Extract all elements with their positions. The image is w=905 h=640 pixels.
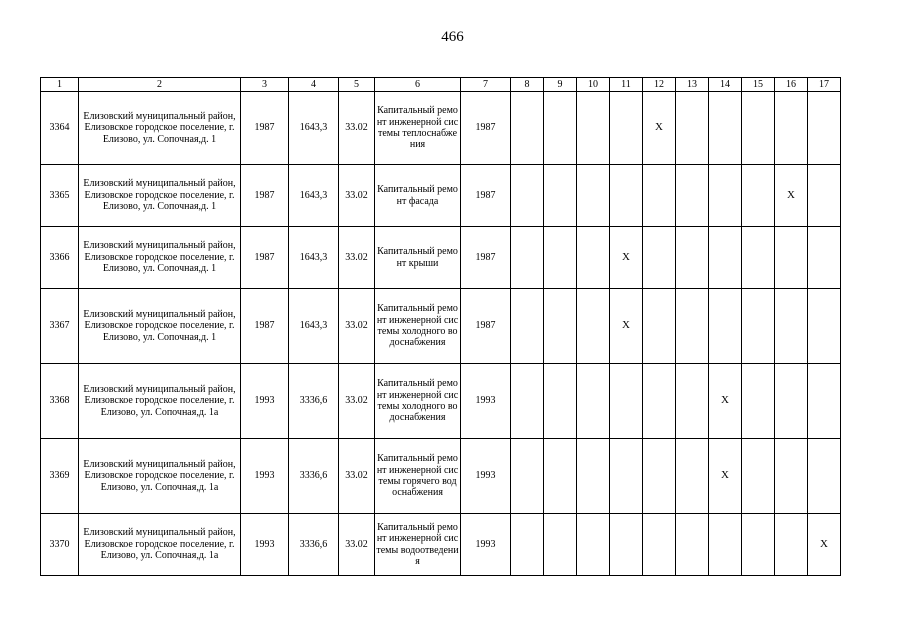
mark-cell-col-17: [808, 439, 841, 514]
year-cell: 1987: [241, 165, 289, 227]
row-id: 3368: [41, 364, 79, 439]
code-cell: 33.02: [339, 289, 375, 364]
column-header-2: 2: [79, 78, 241, 92]
area-cell: 3336,6: [289, 514, 339, 576]
column-header-7: 7: [461, 78, 511, 92]
year-cell: 1993: [241, 514, 289, 576]
table-row: [41, 227, 841, 289]
mark-cell-col-11: [610, 92, 643, 165]
mark-cell-col-16: [775, 227, 808, 289]
column-header-13: 13: [676, 78, 709, 92]
row-id: 3364: [41, 92, 79, 165]
area-cell: 1643,3: [289, 92, 339, 165]
mark-cell-col-10: [577, 364, 610, 439]
column-header-3: 3: [241, 78, 289, 92]
address-cell: Елизовский муниципальный район, Елизовское городское поселение, г. Елизово, ул. Сопочная,д. 1а: [79, 364, 241, 439]
mark-cell-col-15: [742, 364, 775, 439]
table-body: [41, 92, 841, 576]
work-type-cell: Капитальный ремонт крыши: [375, 227, 461, 289]
mark-cell-col-13: [676, 514, 709, 576]
mark-cell-col-8: [511, 227, 544, 289]
mark-cell-col-16: [775, 439, 808, 514]
column-header-11: 11: [610, 78, 643, 92]
mark-cell-col-9: [544, 92, 577, 165]
code-cell: 33.02: [339, 364, 375, 439]
start-year-cell: 1987: [461, 289, 511, 364]
mark-cell-col-12: [643, 227, 676, 289]
mark-cell-col-9: [544, 289, 577, 364]
mark-cell-col-11: [610, 439, 643, 514]
code-cell: 33.02: [339, 439, 375, 514]
mark-cell-col-17: [808, 227, 841, 289]
column-header-6: 6: [375, 78, 461, 92]
column-header-1: 1: [41, 78, 79, 92]
mark-cell-col-12: [643, 364, 676, 439]
start-year-cell: 1993: [461, 514, 511, 576]
table-header: [41, 78, 841, 92]
table-row: [41, 364, 841, 439]
work-type-cell: Капитальный ремонт инженерной системы теплоснабжения: [375, 92, 461, 165]
page-number: 466: [441, 29, 464, 45]
start-year-cell: 1993: [461, 364, 511, 439]
code-cell: 33.02: [339, 514, 375, 576]
mark-cell-col-13: [676, 289, 709, 364]
code-cell: 33.02: [339, 165, 375, 227]
mark-cell-col-10: [577, 514, 610, 576]
mark-cell-col-14: [709, 165, 742, 227]
mark-cell-col-17: [808, 92, 841, 165]
mark-cell-col-12: [643, 289, 676, 364]
mark-cell-col-10: [577, 439, 610, 514]
start-year-cell: 1987: [461, 227, 511, 289]
table-row: [41, 439, 841, 514]
address-cell: Елизовский муниципальный район, Елизовское городское поселение, г. Елизово, ул. Сопочная,д. 1: [79, 289, 241, 364]
column-header-8: 8: [511, 78, 544, 92]
table-row: [41, 514, 841, 576]
mark-cell-col-12: [643, 514, 676, 576]
mark-cell-col-8: [511, 514, 544, 576]
mark-cell-col-13: [676, 92, 709, 165]
mark-cell-col-16: [775, 364, 808, 439]
mark-cell-col-10: [577, 289, 610, 364]
year-cell: 1987: [241, 227, 289, 289]
mark-cell-col-17: X: [808, 514, 841, 576]
row-id: 3367: [41, 289, 79, 364]
mark-cell-col-8: [511, 92, 544, 165]
mark-cell-col-11: [610, 364, 643, 439]
mark-cell-col-15: [742, 92, 775, 165]
mark-cell-col-9: [544, 227, 577, 289]
start-year-cell: 1993: [461, 439, 511, 514]
mark-cell-col-8: [511, 165, 544, 227]
area-cell: 3336,6: [289, 439, 339, 514]
row-id: 3365: [41, 165, 79, 227]
mark-cell-col-13: [676, 227, 709, 289]
row-id: 3366: [41, 227, 79, 289]
mark-cell-col-14: [709, 92, 742, 165]
mark-cell-col-17: [808, 165, 841, 227]
mark-cell-col-15: [742, 227, 775, 289]
mark-cell-col-15: [742, 289, 775, 364]
mark-cell-col-16: [775, 289, 808, 364]
column-header-9: 9: [544, 78, 577, 92]
column-header-17: 17: [808, 78, 841, 92]
mark-cell-col-12: X: [643, 92, 676, 165]
mark-cell-col-13: [676, 439, 709, 514]
mark-cell-col-10: [577, 165, 610, 227]
start-year-cell: 1987: [461, 165, 511, 227]
area-cell: 1643,3: [289, 289, 339, 364]
column-header-10: 10: [577, 78, 610, 92]
mark-cell-col-9: [544, 439, 577, 514]
area-cell: 1643,3: [289, 227, 339, 289]
mark-cell-col-14: [709, 289, 742, 364]
address-cell: Елизовский муниципальный район, Елизовское городское поселение, г. Елизово, ул. Сопочная,д. 1: [79, 92, 241, 165]
mark-cell-col-13: [676, 165, 709, 227]
mark-cell-col-9: [544, 364, 577, 439]
year-cell: 1987: [241, 289, 289, 364]
column-header-14: 14: [709, 78, 742, 92]
work-type-cell: Капитальный ремонт инженерной системы холодного водоснабжения: [375, 289, 461, 364]
mark-cell-col-10: [577, 227, 610, 289]
address-cell: Елизовский муниципальный район, Елизовское городское поселение, г. Елизово, ул. Сопочная,д. 1: [79, 165, 241, 227]
address-cell: Елизовский муниципальный район, Елизовское городское поселение, г. Елизово, ул. Сопочная,д. 1а: [79, 514, 241, 576]
mark-cell-col-9: [544, 165, 577, 227]
mark-cell-col-14: [709, 514, 742, 576]
mark-cell-col-11: [610, 514, 643, 576]
column-header-5: 5: [339, 78, 375, 92]
capital-repair-table: [40, 77, 841, 576]
code-cell: 33.02: [339, 227, 375, 289]
table-row: [41, 92, 841, 165]
work-type-cell: Капитальный ремонт инженерной системы холодного водоснабжения: [375, 364, 461, 439]
table-row: [41, 165, 841, 227]
mark-cell-col-12: [643, 439, 676, 514]
mark-cell-col-15: [742, 439, 775, 514]
code-cell: 33.02: [339, 92, 375, 165]
work-type-cell: Капитальный ремонт инженерной системы водоотведения: [375, 514, 461, 576]
column-header-16: 16: [775, 78, 808, 92]
mark-cell-col-15: [742, 165, 775, 227]
mark-cell-col-11: [610, 165, 643, 227]
work-type-cell: Капитальный ремонт фасада: [375, 165, 461, 227]
area-cell: 1643,3: [289, 165, 339, 227]
address-cell: Елизовский муниципальный район, Елизовское городское поселение, г. Елизово, ул. Сопочная,д. 1: [79, 227, 241, 289]
mark-cell-col-14: X: [709, 439, 742, 514]
mark-cell-col-14: X: [709, 364, 742, 439]
mark-cell-col-8: [511, 289, 544, 364]
area-cell: 3336,6: [289, 364, 339, 439]
mark-cell-col-9: [544, 514, 577, 576]
mark-cell-col-17: [808, 364, 841, 439]
column-header-15: 15: [742, 78, 775, 92]
year-cell: 1993: [241, 439, 289, 514]
mark-cell-col-13: [676, 364, 709, 439]
row-id: 3370: [41, 514, 79, 576]
table-row: [41, 289, 841, 364]
mark-cell-col-8: [511, 364, 544, 439]
mark-cell-col-17: [808, 289, 841, 364]
mark-cell-col-16: [775, 514, 808, 576]
address-cell: Елизовский муниципальный район, Елизовское городское поселение, г. Елизово, ул. Сопочная,д. 1а: [79, 439, 241, 514]
mark-cell-col-12: [643, 165, 676, 227]
work-type-cell: Капитальный ремонт инженерной системы горячего водоснабжения: [375, 439, 461, 514]
column-header-12: 12: [643, 78, 676, 92]
row-id: 3369: [41, 439, 79, 514]
mark-cell-col-16: X: [775, 165, 808, 227]
mark-cell-col-8: [511, 439, 544, 514]
mark-cell-col-11: X: [610, 289, 643, 364]
mark-cell-col-11: X: [610, 227, 643, 289]
mark-cell-col-10: [577, 92, 610, 165]
year-cell: 1993: [241, 364, 289, 439]
header-row: [41, 78, 841, 92]
mark-cell-col-14: [709, 227, 742, 289]
start-year-cell: 1987: [461, 92, 511, 165]
mark-cell-col-15: [742, 514, 775, 576]
year-cell: 1987: [241, 92, 289, 165]
mark-cell-col-16: [775, 92, 808, 165]
column-header-4: 4: [289, 78, 339, 92]
